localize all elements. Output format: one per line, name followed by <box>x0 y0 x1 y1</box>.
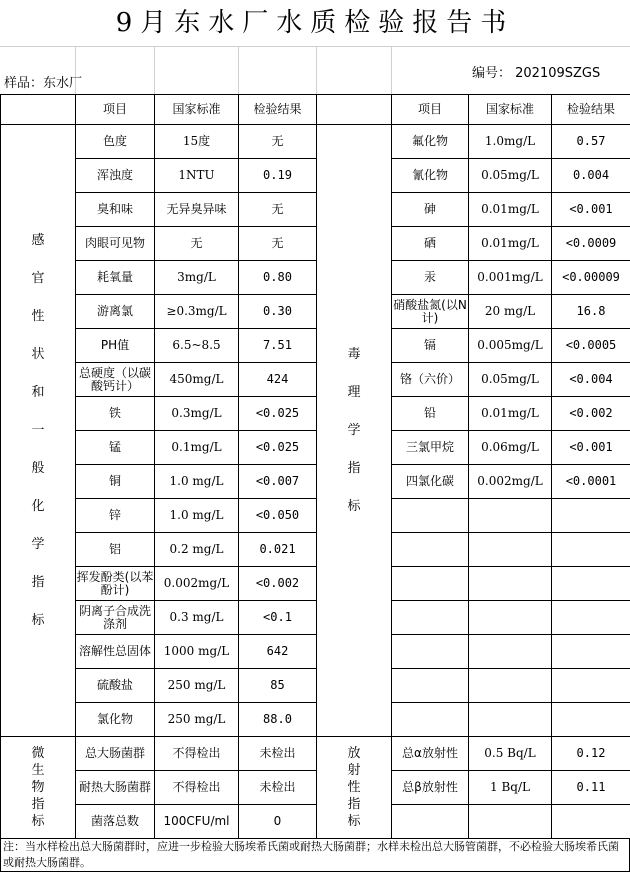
right-standard <box>469 431 552 465</box>
table-row <box>1 669 630 703</box>
left-item-text: 锌 <box>108 508 121 522</box>
left-item-text: 锰 <box>108 440 121 454</box>
left-item <box>76 397 155 431</box>
left-result <box>239 193 317 227</box>
left-item-text: 铝 <box>108 542 121 556</box>
micro-item-text: 耐热大肠菌群 <box>78 780 151 794</box>
radio-result <box>552 771 630 805</box>
right-standard-text: 20 mg/L <box>484 304 536 318</box>
right-standard-text: 0.01mg/L <box>481 236 539 250</box>
left-standard-text: 3mg/L <box>177 270 216 284</box>
left-standard-text: 0.002mg/L <box>163 576 230 590</box>
left-result-text: <0.050 <box>255 508 300 522</box>
right-standard <box>469 329 552 363</box>
left-result-text: 0.30 <box>263 304 292 318</box>
left-standard-text: 0.3 mg/L <box>169 610 224 624</box>
left-standard-text: 无 <box>190 236 203 250</box>
left-item <box>76 295 155 329</box>
right-item <box>392 431 469 465</box>
left-result <box>239 261 317 295</box>
right-empty-cell <box>392 669 469 703</box>
right-standard-text: 0.005mg/L <box>477 338 543 352</box>
left-standard-text: 0.2 mg/L <box>169 542 224 556</box>
left-result-text: 88.0 <box>263 712 292 726</box>
table-row <box>1 397 630 431</box>
micro-result-text: 未检出 <box>259 780 296 794</box>
right-item <box>392 261 469 295</box>
right-result <box>552 465 630 499</box>
left-result-text: 0.19 <box>263 168 292 182</box>
left-result <box>239 329 317 363</box>
micro-item-text: 菌落总数 <box>90 814 139 828</box>
radio-result <box>552 737 630 771</box>
right-empty-cell <box>469 703 552 737</box>
right-empty-cell <box>392 499 469 533</box>
right-result <box>552 159 630 193</box>
right-standard <box>469 295 552 329</box>
left-standard-text: ≥0.3mg/L <box>166 304 227 318</box>
table-row <box>1 261 630 295</box>
micro-item <box>76 805 155 839</box>
left-standard <box>155 635 239 669</box>
left-result-text: 0.021 <box>259 542 296 556</box>
table-row <box>1 805 630 839</box>
left-result <box>239 669 317 703</box>
right-standard-text: 0.05mg/L <box>481 168 539 182</box>
right-standard <box>469 465 552 499</box>
micro-standard-text: 不得检出 <box>172 746 221 760</box>
left-result-text: <0.007 <box>255 474 300 488</box>
right-result-text: <0.001 <box>569 440 613 454</box>
right-result <box>552 295 630 329</box>
left-item-text: 耗氧量 <box>96 270 133 284</box>
left-standard <box>155 159 239 193</box>
right-item <box>392 193 469 227</box>
micro-standard <box>155 805 239 839</box>
table-row <box>1 159 630 193</box>
right-item-text: 氰化物 <box>411 168 448 182</box>
table-row <box>1 295 630 329</box>
table-row <box>1 499 630 533</box>
radio-item-text: 总α放射性 <box>402 746 458 760</box>
table-row <box>1 465 630 499</box>
left-result-text: <0.002 <box>255 576 300 590</box>
left-standard <box>155 295 239 329</box>
header-left-0-text: 项目 <box>102 102 127 116</box>
left-item-text: 肉眼可见物 <box>84 236 145 250</box>
left-standard <box>155 125 239 159</box>
left-standard <box>155 227 239 261</box>
right-item <box>392 125 469 159</box>
left-item <box>76 261 155 295</box>
sample-label: 样品：东水厂 <box>4 76 83 91</box>
left-item <box>76 363 155 397</box>
right-item-text: 硒 <box>423 236 436 250</box>
micro-standard <box>155 771 239 805</box>
right-result-text: <0.0001 <box>565 474 617 488</box>
left-standard <box>155 567 239 601</box>
micro-result <box>239 737 317 771</box>
left-item <box>76 601 155 635</box>
right-empty-cell <box>392 533 469 567</box>
micro-result-text: 未检出 <box>259 746 296 760</box>
left-result-text: <0.025 <box>255 406 300 420</box>
right-result-text: <0.0009 <box>565 236 617 250</box>
right-result <box>552 329 630 363</box>
right-result-text: <0.001 <box>569 202 613 216</box>
report-title: 9月东水厂水质检验报告书 <box>115 8 515 38</box>
left-standard <box>155 533 239 567</box>
right-result <box>552 431 630 465</box>
left-result-text: 无 <box>271 236 284 250</box>
group-radioactivity-text: 放射性指标 <box>347 746 361 829</box>
right-item <box>392 363 469 397</box>
right-item <box>392 329 469 363</box>
left-result <box>239 601 317 635</box>
right-result <box>552 125 630 159</box>
header-blank-left <box>1 95 76 125</box>
right-empty-cell <box>552 533 630 567</box>
left-item <box>76 465 155 499</box>
radio-result-text: 0.12 <box>576 746 606 760</box>
right-result <box>552 193 630 227</box>
left-item <box>76 431 155 465</box>
table-row <box>1 125 630 159</box>
left-result <box>239 125 317 159</box>
right-result <box>552 363 630 397</box>
left-result <box>239 363 317 397</box>
right-empty-cell <box>392 567 469 601</box>
table-row <box>1 533 630 567</box>
right-result-text: 0.004 <box>572 168 610 182</box>
left-item-text: 游离氯 <box>96 304 133 318</box>
right-standard <box>469 159 552 193</box>
right-empty-cell <box>392 703 469 737</box>
left-result-text: 无 <box>271 202 284 216</box>
quality-table <box>0 94 630 839</box>
left-item <box>76 125 155 159</box>
left-standard-text: 15度 <box>182 134 211 148</box>
radio-standard <box>469 737 552 771</box>
right-result-text: <0.00009 <box>562 270 620 284</box>
right-item <box>392 227 469 261</box>
left-standard-text: 450mg/L <box>169 372 224 386</box>
table-row <box>1 363 630 397</box>
right-standard-text: 0.01mg/L <box>481 202 539 216</box>
left-item <box>76 227 155 261</box>
left-item <box>76 329 155 363</box>
radio-standard-text: 0.5 Bq/L <box>484 746 536 760</box>
left-result <box>239 499 317 533</box>
left-standard-text: 1NTU <box>178 168 215 182</box>
right-empty-cell <box>469 669 552 703</box>
group-sensory-text: 感官性状和一般化学指标 <box>31 232 45 628</box>
left-item-text: 色度 <box>102 134 127 148</box>
left-item-text: 铁 <box>108 406 121 420</box>
right-item-text: 砷 <box>423 202 436 216</box>
left-standard <box>155 703 239 737</box>
micro-standard <box>155 737 239 771</box>
left-result-text: 0.80 <box>263 270 292 284</box>
radio-item-text: 总β放射性 <box>402 780 458 794</box>
right-item-text: 铬（六价） <box>399 372 460 386</box>
left-standard <box>155 363 239 397</box>
table-row <box>1 193 630 227</box>
right-standard-text: 0.06mg/L <box>481 440 539 454</box>
table-row <box>1 431 630 465</box>
left-item <box>76 669 155 703</box>
micro-standard-text: 100CFU/ml <box>163 814 230 828</box>
left-result-text: 642 <box>266 644 289 658</box>
left-item-text: 硫酸盐 <box>96 678 133 692</box>
left-item <box>76 533 155 567</box>
left-item <box>76 635 155 669</box>
right-item <box>392 159 469 193</box>
left-item <box>76 567 155 601</box>
header-right-0-text: 项目 <box>417 102 442 116</box>
left-item-text: 总硬度（以碳酸钙计） <box>78 365 151 393</box>
left-result <box>239 567 317 601</box>
right-standard <box>469 193 552 227</box>
left-standard <box>155 431 239 465</box>
left-result-text: 7.51 <box>263 338 292 352</box>
radio-item <box>392 771 469 805</box>
right-item-text: 镉 <box>423 338 436 352</box>
report-number: 编号： 202109SZGS <box>472 66 601 81</box>
left-item <box>76 499 155 533</box>
table-row <box>1 601 630 635</box>
left-standard-text: 0.3mg/L <box>171 406 222 420</box>
right-result-text: <0.004 <box>569 372 613 386</box>
left-standard-text: 1.0 mg/L <box>169 474 224 488</box>
left-standard-text: 6.5~8.5 <box>172 338 221 352</box>
header-right-2-text: 检验结果 <box>566 102 615 116</box>
right-empty-cell <box>552 499 630 533</box>
table-row <box>1 771 630 805</box>
right-empty-cell <box>552 703 630 737</box>
left-result <box>239 159 317 193</box>
right-standard-text: 0.01mg/L <box>481 406 539 420</box>
header-left-2-text: 检验结果 <box>253 102 302 116</box>
right-item-text: 汞 <box>423 270 436 284</box>
header-left-1-text: 国家标准 <box>172 102 221 116</box>
table-row <box>1 737 630 771</box>
right-item-text: 四氯化碳 <box>405 474 454 488</box>
left-item <box>76 703 155 737</box>
right-standard <box>469 227 552 261</box>
left-standard-text: 1000 mg/L <box>163 644 230 658</box>
table-row <box>1 703 630 737</box>
right-item <box>392 295 469 329</box>
right-empty-cell <box>469 805 552 839</box>
right-item <box>392 397 469 431</box>
header-right-0 <box>392 95 469 125</box>
right-standard-text: 0.05mg/L <box>481 372 539 386</box>
micro-item <box>76 771 155 805</box>
right-standard-text: 0.002mg/L <box>477 474 543 488</box>
left-result <box>239 533 317 567</box>
left-result-text: 85 <box>270 678 285 692</box>
left-item-text: PH值 <box>100 338 130 352</box>
left-item-text: 溶解性总固体 <box>78 644 151 658</box>
radio-result-text: 0.11 <box>576 780 606 794</box>
right-result <box>552 397 630 431</box>
left-result-text: <0.025 <box>255 440 300 454</box>
left-item <box>76 159 155 193</box>
micro-result-text: 0 <box>273 814 282 828</box>
right-result <box>552 227 630 261</box>
left-standard <box>155 601 239 635</box>
left-item-text: 浑浊度 <box>96 168 133 182</box>
group-microbiology <box>1 737 76 839</box>
right-empty-cell <box>469 601 552 635</box>
left-result-text: <0.1 <box>263 610 292 624</box>
left-standard-text: 0.1mg/L <box>171 440 222 454</box>
left-item-text: 氯化物 <box>96 712 133 726</box>
group-toxicology-text: 毒理学指标 <box>347 346 361 514</box>
right-empty-cell <box>552 805 630 839</box>
left-result <box>239 227 317 261</box>
micro-item-text: 总大肠菌群 <box>84 746 145 760</box>
left-result-text: 424 <box>266 372 289 386</box>
left-standard <box>155 397 239 431</box>
left-standard <box>155 261 239 295</box>
header-blank-right <box>317 95 392 125</box>
footnote: 注：当水样检出总大肠菌群时，应进一步检验大肠埃希氏菌或耐热大肠菌群；水样未检出总大肠管菌群，不必检验大肠埃希氏菌或耐热大肠菌群。 <box>0 838 630 872</box>
right-empty-cell <box>469 499 552 533</box>
right-empty-cell <box>392 635 469 669</box>
left-standard-text: 250 mg/L <box>167 678 226 692</box>
right-standard <box>469 125 552 159</box>
micro-item <box>76 737 155 771</box>
table-row <box>1 567 630 601</box>
left-standard <box>155 669 239 703</box>
left-result <box>239 431 317 465</box>
micro-result <box>239 805 317 839</box>
right-empty-cell <box>392 805 469 839</box>
left-result <box>239 635 317 669</box>
header-left-1 <box>155 95 239 125</box>
left-item-text: 阴离子合成洗涤剂 <box>78 603 151 631</box>
right-standard <box>469 363 552 397</box>
right-empty-cell <box>469 567 552 601</box>
right-standard <box>469 397 552 431</box>
right-item <box>392 465 469 499</box>
left-standard-text: 1.0 mg/L <box>169 508 224 522</box>
radio-standard-text: 1 Bq/L <box>490 780 530 794</box>
left-standard <box>155 465 239 499</box>
right-result-text: <0.002 <box>569 406 613 420</box>
header-row <box>1 95 630 125</box>
right-empty-cell <box>552 669 630 703</box>
table-row <box>1 329 630 363</box>
group-radioactivity <box>317 737 392 839</box>
left-result <box>239 465 317 499</box>
group-microbiology-text: 微生物指标 <box>31 746 45 829</box>
left-item <box>76 193 155 227</box>
right-item-text: 硝酸盐氮(以N计) <box>393 297 467 325</box>
right-item-text: 三氯甲烷 <box>405 440 454 454</box>
header-left-2 <box>239 95 317 125</box>
right-item-text: 铅 <box>423 406 436 420</box>
right-empty-cell <box>392 601 469 635</box>
right-result-text: 16.8 <box>576 304 606 318</box>
left-result <box>239 703 317 737</box>
left-result-text: 无 <box>271 134 284 148</box>
left-standard-text: 无异臭异味 <box>166 202 227 216</box>
right-result-text: <0.0005 <box>565 338 617 352</box>
header-right-1 <box>469 95 552 125</box>
left-item-text: 挥发酚类(以苯酚计) <box>76 569 154 597</box>
left-standard <box>155 193 239 227</box>
right-empty-cell <box>469 635 552 669</box>
left-item-text: 臭和味 <box>96 202 133 216</box>
right-empty-cell <box>552 601 630 635</box>
right-result-text: 0.57 <box>576 134 606 148</box>
table-row <box>1 227 630 261</box>
group-toxicology <box>317 125 392 737</box>
left-standard-text: 250 mg/L <box>167 712 226 726</box>
right-empty-cell <box>552 635 630 669</box>
table-row <box>1 635 630 669</box>
micro-result <box>239 771 317 805</box>
micro-standard-text: 不得检出 <box>172 780 221 794</box>
right-standard-text: 1.0mg/L <box>484 134 536 148</box>
right-standard-text: 0.001mg/L <box>477 270 543 284</box>
right-empty-cell <box>469 533 552 567</box>
header-right-1-text: 国家标准 <box>485 102 534 116</box>
radio-item <box>392 737 469 771</box>
right-item-text: 氟化物 <box>411 134 448 148</box>
left-item-text: 铜 <box>108 474 121 488</box>
right-result <box>552 261 630 295</box>
left-standard <box>155 329 239 363</box>
radio-standard <box>469 771 552 805</box>
group-sensory <box>1 125 76 737</box>
right-standard <box>469 261 552 295</box>
left-result <box>239 295 317 329</box>
left-result <box>239 397 317 431</box>
header-left-0 <box>76 95 155 125</box>
header-right-2 <box>552 95 630 125</box>
left-standard <box>155 499 239 533</box>
right-empty-cell <box>552 567 630 601</box>
